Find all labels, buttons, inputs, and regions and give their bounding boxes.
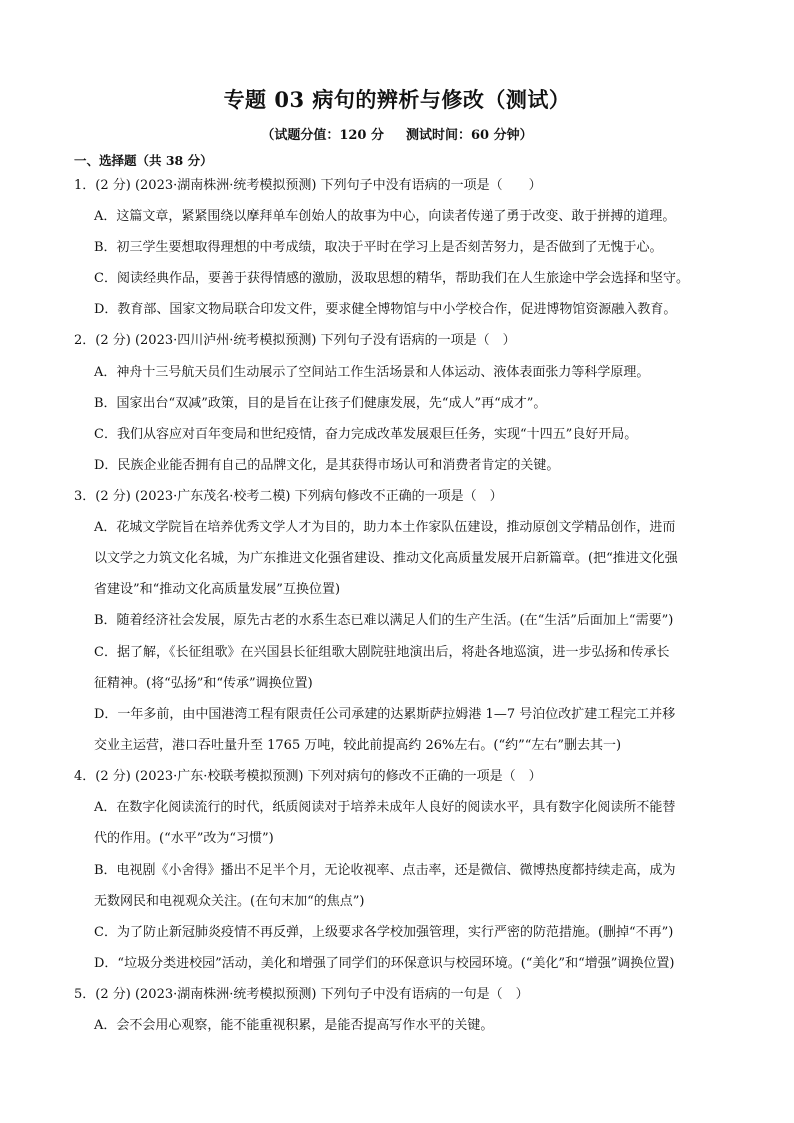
score-info: （试题分值：120 分 bbox=[261, 128, 385, 143]
question-4-option-c: C．为了防止新冠肺炎疫情不再反弹，上级要求各学校加强管理，实行严密的防范措施。(删掉“不再”) bbox=[94, 925, 674, 940]
question-3-option-c-line-2: 征精神。(将“弘扬”和“传承”调换位置) bbox=[94, 676, 313, 691]
question-3-option-a-line-2: 以文学之力筑文化名城，为广东推进文化强省建设、推动文化高质量发展开启新篇章。(把“推进文化强 bbox=[94, 551, 678, 566]
question-1-stem: 1．(2 分) (2023·湖南株洲·统考模拟预测) 下列句子中没有语病的一项是（ ） bbox=[74, 178, 542, 193]
question-3-stem: 3．(2 分) (2023·广东茂名·校考二模) 下列病句修改不正确的一项是（ ） bbox=[74, 489, 503, 504]
question-1-option-d: D．教育部、国家文物局联合印发文件，要求健全博物馆与中小学校合作，促进博物馆资源融入教育。 bbox=[94, 302, 677, 317]
question-4-option-a-line-1: A．在数字化阅读流行的时代，纸质阅读对于培养未成年人良好的阅读水平，具有数字化阅读所不能替 bbox=[94, 800, 676, 815]
time-info: 测试时间：60 分钟） bbox=[406, 128, 533, 143]
question-2-stem: 2．(2 分) (2023·四川泸州·统考模拟预测) 下列句子没有语病的一项是（ ） bbox=[74, 333, 516, 348]
question-2-option-a: A．神舟十三号航天员们生动展示了空间站工作生活场景和人体运动、液体表面张力等科学原理。 bbox=[94, 365, 650, 380]
question-1-option-c: C．阅读经典作品，要善于获得情感的激励，汲取思想的精华，帮助我们在人生旅途中学会选择和坚守。 bbox=[94, 271, 689, 286]
question-2-option-b: B．国家出台“双减”政策，目的是旨在让孩子们健康发展，先“成人”再“成才”。 bbox=[94, 396, 547, 411]
question-4-stem: 4．(2 分) (2023·广东·校联考模拟预测) 下列对病句的修改不正确的一项是（ ） bbox=[74, 769, 542, 784]
page-title: 专题 03 病句的辨析与修改（测试） bbox=[223, 87, 571, 112]
question-3-option-a-line-3: 省建设”和“推动文化高质量发展”互换位置) bbox=[94, 582, 341, 597]
question-2-option-d: D．民族企业能否拥有自己的品牌文化，是其获得市场认可和消费者肯定的关键。 bbox=[94, 458, 560, 473]
question-1-option-a: A．这篇文章，紧紧围绕以摩拜单车创始人的故事为中心，向读者传递了勇于改变、敢于拼搏的道理。 bbox=[94, 209, 676, 224]
question-1-option-b: B．初三学生要想取得理想的中考成绩，取决于平时在学习上是否刻苦努力，是否做到了无愧于心。 bbox=[94, 240, 663, 255]
question-3-option-d-line-2: 交业主运营，港口吞吐量升至 1765 万吨，较此前提高约 26%左右。(“约”“左右”删去其一) bbox=[94, 738, 622, 753]
section-heading: 一、选择题（共 38 分） bbox=[74, 153, 213, 168]
question-3-option-b: B．随着经济社会发展，原先古老的水系生态已难以满足人们的生产生活。(在“生活”后面加上“需要”) bbox=[94, 613, 674, 628]
exam-info bbox=[0, 124, 794, 143]
question-3-option-c-line-1: C．据了解，《长征组歌》在兴国县长征组歌大剧院驻地演出后，将赴各地巡演，进一步弘扬和传承长 bbox=[94, 645, 670, 660]
question-3-option-d-line-1: D．一年多前，由中国港湾工程有限责任公司承建的达累斯萨拉姆港 1—7 号泊位改扩建工程完工并移 bbox=[94, 707, 676, 722]
question-4-option-b-line-1: B．电视剧《小舍得》播出不足半个月，无论收视率、点击率，还是微信、微博热度都持续走高，成为 bbox=[94, 863, 676, 878]
question-4-option-a-line-2: 代的作用。(“水平”改为“习惯”) bbox=[94, 831, 274, 846]
question-5-stem: 5．(2 分) (2023·湖南株洲·统考模拟预测) 下列句子中没有语病的一句是（ ） bbox=[74, 987, 529, 1002]
question-5-option-a: A．会不会用心观察，能不能重视积累，是能否提高写作水平的关键。 bbox=[94, 1018, 494, 1033]
question-2-option-c: C．我们从容应对百年变局和世纪疫情，奋力完成改革发展艰巨任务，实现“十四五”良好开局。 bbox=[94, 427, 638, 442]
question-3-option-a-line-1: A．花城文学院旨在培养优秀文学人才为目的，助力本土作家队伍建设，推动原创文学精品创作，进而 bbox=[94, 520, 676, 535]
question-4-option-b-line-2: 无数网民和电视观众关注。(在句末加“的焦点”) bbox=[94, 894, 365, 909]
question-4-option-d: D．“垃圾分类进校园”活动，美化和增强了同学们的环保意识与校园环境。(“美化”和“增强”调换位置) bbox=[94, 956, 675, 971]
